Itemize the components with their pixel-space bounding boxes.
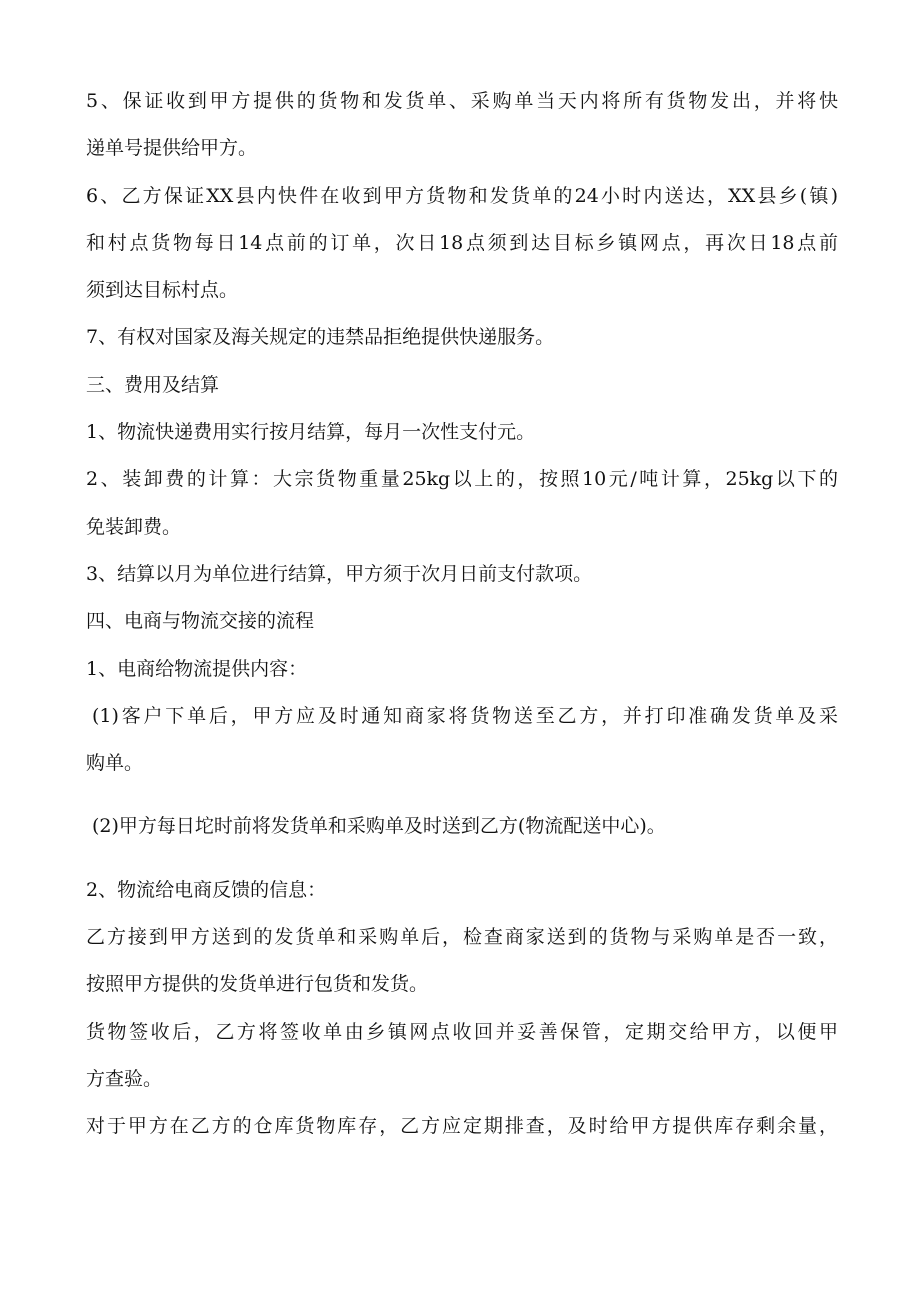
- clause-6-line-2: 和村点货物每日14点前的订单，次日18点须到达目标乡镇网点，再次日18点前: [86, 231, 838, 254]
- section-3-clause-2-line-1: 2、装卸费的计算：大宗货物重量25kg以上的，按照10元/吨计算，25kg以下的: [86, 468, 838, 491]
- section-3-heading: 三、费用及结算: [86, 373, 220, 396]
- section-3-clause-1: 1、物流快递费用实行按月结算，每月一次性支付元。: [86, 421, 536, 444]
- clause-6-line-1: 6、乙方保证XX县内快件在收到甲方货物和发货单的24小时内送达，XX县乡(镇): [86, 184, 838, 207]
- feedback-para-1-line-1: 乙方接到甲方送到的发货单和采购单后，检查商家送到的货物与采购单是否一致，: [86, 926, 838, 949]
- section-4-clause-2: 2、物流给电商反馈的信息：: [86, 878, 327, 901]
- section-4-heading: 四、电商与物流交接的流程: [86, 610, 315, 633]
- clause-6-line-3: 须到达目标村点。: [86, 279, 239, 302]
- item-1-line-2: 购单。: [86, 752, 144, 775]
- section-3-clause-3: 3、结算以月为单位进行结算，甲方须于次月日前支付款项。: [86, 562, 593, 585]
- clause-5-line-2: 递单号提供给甲方。: [86, 137, 258, 160]
- feedback-para-1-line-2: 按照甲方提供的发货单进行包货和发货。: [86, 973, 429, 996]
- spacer: [86, 787, 838, 803]
- document-page: [86, 78, 838, 1151]
- clause-7: 7、有权对国家及海关规定的违禁品拒绝提供快递服务。: [86, 326, 555, 349]
- feedback-para-3-line-1: 对于甲方在乙方的仓库货物库存，乙方应定期排查，及时给甲方提供库存剩余量，: [86, 1115, 838, 1138]
- section-4-clause-1: 1、电商给物流提供内容：: [86, 657, 308, 680]
- feedback-para-2-line-1: 货物签收后，乙方将签收单由乡镇网点收回并妥善保管，定期交给甲方，以便甲: [86, 1020, 838, 1043]
- section-3-clause-2-line-2: 免装卸费。: [86, 515, 182, 538]
- clause-5-line-1: 5、保证收到甲方提供的货物和发货单、采购单当天内将所有货物发出，并将快: [86, 90, 838, 112]
- item-2: (2)甲方每日坨时前将发货单和采购单及时送到乙方(物流配送中心)。: [92, 815, 666, 838]
- spacer: [86, 851, 838, 867]
- item-1-line-1: (1)客户下单后，甲方应及时通知商家将货物送至乙方，并打印准确发货单及采: [92, 704, 838, 727]
- feedback-para-2-line-2: 方查验。: [86, 1067, 163, 1090]
